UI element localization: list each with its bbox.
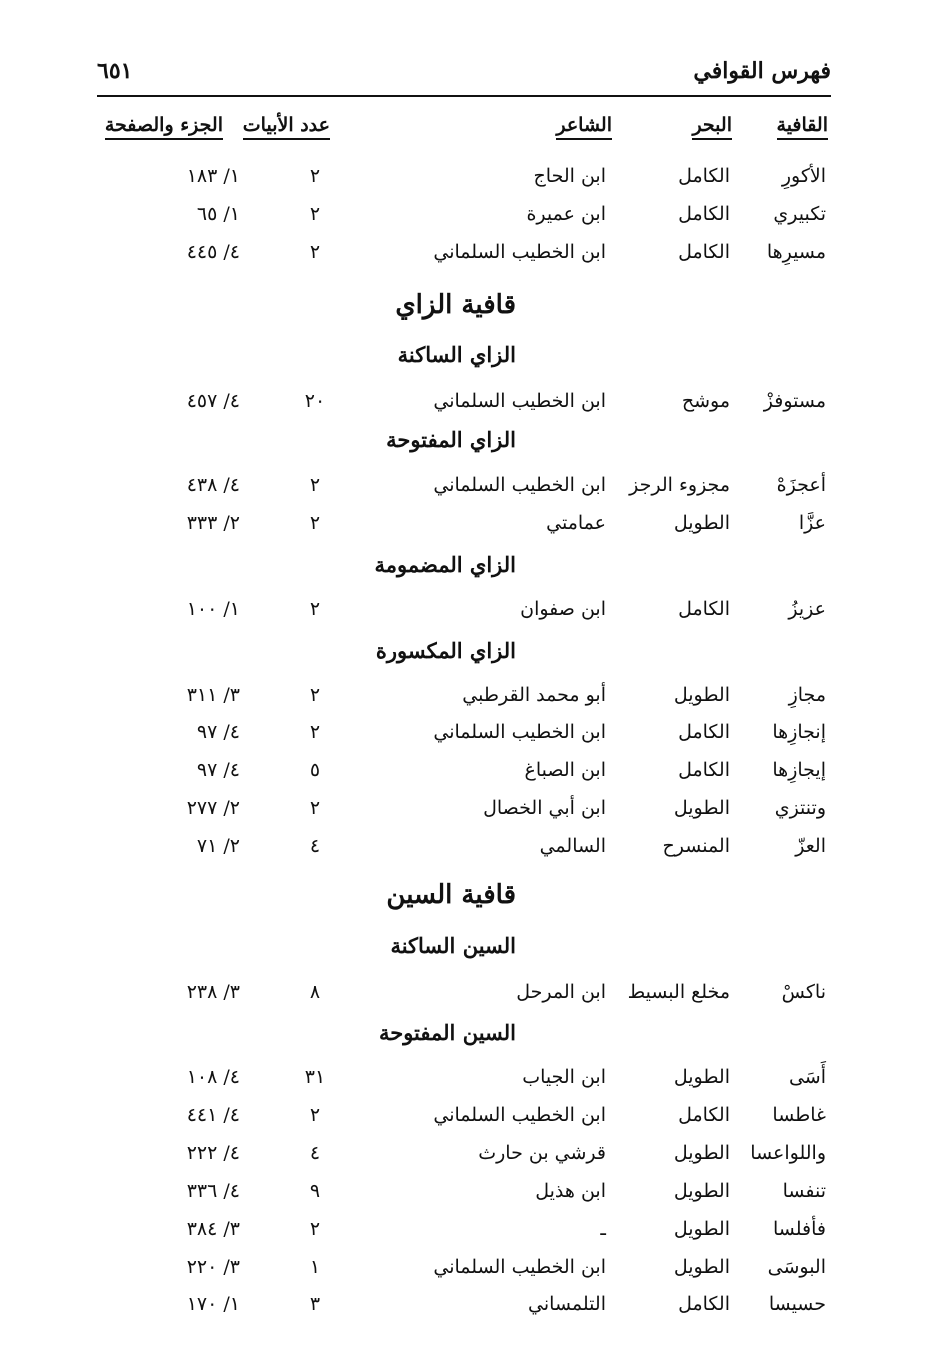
qafiya-cell: فأفلسا: [773, 1218, 826, 1240]
table-row: [0, 1104, 928, 1142]
shaer-cell: ابن هذيل: [535, 1180, 606, 1202]
qafiya-cell: مسيرِها: [766, 241, 826, 263]
qafiya-cell: حسيسا: [768, 1293, 826, 1315]
bahr-cell: الطويل: [673, 1066, 730, 1088]
abyat-cell: ٢: [309, 165, 321, 187]
abyat-cell: ٢: [309, 721, 321, 743]
abyat-cell: ٢: [309, 512, 321, 534]
shaer-cell: ابن الصباغ: [524, 759, 606, 781]
column-header-abyat: عدد الأبيات: [243, 114, 330, 140]
shaer-cell: ابن عميرة: [526, 203, 606, 225]
abyat-cell: ٤: [309, 1142, 321, 1164]
table-row: [0, 684, 928, 722]
shaer-cell: ابن الخطيب السلماني: [433, 390, 606, 412]
abyat-cell: ٢: [309, 474, 321, 496]
qafiya-cell: إنجازِها: [772, 721, 826, 743]
juz-cell: ١/ ١٠٠: [186, 598, 240, 620]
abyat-cell: ٢: [309, 1104, 321, 1126]
qafiya-cell: تكبيري: [773, 203, 826, 225]
table-row: [0, 759, 928, 797]
shaer-cell: ابن الخطيب السلماني: [433, 1256, 606, 1278]
abyat-cell: ٢: [309, 241, 321, 263]
bahr-cell: موشح: [681, 390, 730, 412]
table-row: [0, 835, 928, 873]
juz-cell: ٤/ ٤٤١: [186, 1104, 240, 1126]
table-row: [0, 1256, 928, 1294]
subsection-title-sin-maftuha: السين المفتوحة: [378, 1020, 516, 1045]
table-row: [0, 474, 928, 512]
subsection-title-zay-madmuma: الزاي المضمومة: [374, 552, 516, 577]
juz-cell: ٤/ ١٠٨: [186, 1066, 240, 1088]
abyat-cell: ٢: [309, 1218, 321, 1240]
juz-cell: ٤/ ٤٤٥: [186, 241, 240, 263]
bahr-cell: الكامل: [678, 203, 730, 225]
table-row: [0, 390, 928, 428]
shaer-cell: ـ: [600, 1218, 606, 1240]
shaer-cell: ابن المرحل: [516, 981, 606, 1003]
bahr-cell: الكامل: [678, 241, 730, 263]
table-row: [0, 1066, 928, 1104]
qafiya-cell: غاطسا: [772, 1104, 826, 1126]
bahr-cell: مخلع البسيط: [627, 981, 730, 1003]
column-header-qafiya: القافية: [777, 114, 828, 140]
bahr-cell: الطويل: [673, 684, 730, 706]
juz-cell: ١/ ١٨٣: [186, 165, 240, 187]
bahr-cell: الطويل: [673, 1180, 730, 1202]
bahr-cell: الكامل: [678, 1293, 730, 1315]
juz-cell: ١/ ١٧٠: [186, 1293, 240, 1315]
juz-cell: ١/ ٦٥: [196, 203, 240, 225]
qafiya-cell: تنفسا: [782, 1180, 826, 1202]
qafiya-cell: وتنتزي: [774, 797, 826, 819]
abyat-cell: ١: [309, 1256, 321, 1278]
shaer-cell: التلمساني: [528, 1293, 606, 1315]
juz-cell: ٤/ ٣٣٦: [186, 1180, 240, 1202]
abyat-cell: ٣١: [304, 1066, 326, 1088]
running-header-title: فهرس القوافي: [693, 58, 831, 84]
shaer-cell: ابن الخطيب السلماني: [433, 474, 606, 496]
qafiya-cell: إيجازِها: [772, 759, 826, 781]
bahr-cell: الطويل: [673, 1142, 730, 1164]
table-row: [0, 1180, 928, 1218]
subsection-title-zay-maftuha: الزاي المفتوحة: [386, 427, 516, 452]
bahr-cell: الكامل: [678, 165, 730, 187]
subsection-title-zay-maksura: الزاي المكسورة: [375, 638, 516, 663]
bahr-cell: الطويل: [673, 797, 730, 819]
bahr-cell: الطويل: [673, 1218, 730, 1240]
column-header-bahr: البحر: [692, 114, 732, 140]
qafiya-cell: الأكورِ: [781, 165, 826, 187]
abyat-cell: ٨: [309, 981, 321, 1003]
shaer-cell: قرشي بن حارث: [478, 1142, 606, 1164]
subsection-title-zay-sakina: الزاي الساكنة: [397, 342, 516, 367]
bahr-cell: الكامل: [678, 1104, 730, 1126]
bahr-cell: الطويل: [673, 512, 730, 534]
table-row: [0, 165, 928, 203]
abyat-cell: ٩: [309, 1180, 321, 1202]
juz-cell: ٢/ ٧١: [196, 835, 240, 857]
juz-cell: ٢/ ٢٧٧: [186, 797, 240, 819]
qafiya-cell: مستوفزْ: [763, 390, 826, 412]
subsection-title-sin-sakina: السين الساكنة: [390, 933, 516, 958]
shaer-cell: السالمي: [539, 835, 606, 857]
juz-cell: ٣/ ٣٨٤: [186, 1218, 240, 1240]
qafiya-cell: عزيزُ: [788, 598, 826, 620]
bahr-cell: المنسرح: [662, 835, 730, 857]
shaer-cell: ابن صفوان: [520, 598, 606, 620]
juz-cell: ٤/ ٤٥٧: [186, 390, 240, 412]
table-row: [0, 203, 928, 241]
abyat-cell: ٢: [309, 797, 321, 819]
section-title-sin: قافية السين: [386, 880, 516, 910]
abyat-cell: ٢: [309, 684, 321, 706]
section-title-zay: قافية الزاي: [395, 290, 516, 320]
qafiya-cell: واللواعسا: [750, 1142, 826, 1164]
abyat-cell: ٢: [309, 203, 321, 225]
bahr-cell: الطويل: [673, 1256, 730, 1278]
abyat-cell: ٢٠: [304, 390, 326, 412]
qafiya-cell: البوسَى: [767, 1256, 826, 1278]
qafiya-cell: أَسَى: [788, 1066, 826, 1088]
shaer-cell: عمامتي: [546, 512, 606, 534]
header-rule: [97, 95, 831, 97]
qafiya-cell: أعجزَهْ: [776, 474, 826, 496]
table-row: [0, 598, 928, 636]
column-header-juz: الجزء والصفحة: [105, 114, 223, 140]
abyat-cell: ٤: [309, 835, 321, 857]
bahr-cell: الكامل: [678, 721, 730, 743]
juz-cell: ٤/ ٢٢٢: [186, 1142, 240, 1164]
shaer-cell: ابن الحاج: [533, 165, 606, 187]
shaer-cell: ابن أبي الخصال: [483, 797, 606, 819]
shaer-cell: ابن الخطيب السلماني: [433, 1104, 606, 1126]
juz-cell: ٤/ ٩٧: [196, 759, 240, 781]
qafiya-cell: ناكسْ: [781, 981, 826, 1003]
qafiya-cell: مجازِ: [788, 684, 826, 706]
juz-cell: ٤/ ٩٧: [196, 721, 240, 743]
abyat-cell: ٢: [309, 598, 321, 620]
shaer-cell: أبو محمد القرطبي: [462, 684, 606, 706]
table-row: [0, 721, 928, 759]
abyat-cell: ٣: [309, 1293, 321, 1315]
bahr-cell: الكامل: [678, 759, 730, 781]
bahr-cell: مجزوء الرجز: [629, 474, 730, 496]
table-row: [0, 1218, 928, 1256]
column-header-shaer: الشاعر: [556, 114, 612, 140]
qafiya-cell: عزَّا: [798, 512, 826, 534]
shaer-cell: ابن الخطيب السلماني: [433, 721, 606, 743]
juz-cell: ٣/ ٣١١: [186, 684, 240, 706]
shaer-cell: ابن الجياب: [522, 1066, 606, 1088]
juz-cell: ٣/ ٢٣٨: [186, 981, 240, 1003]
table-row: [0, 1293, 928, 1331]
juz-cell: ٤/ ٤٣٨: [186, 474, 240, 496]
table-row: [0, 512, 928, 550]
table-row: [0, 1142, 928, 1180]
table-row: [0, 797, 928, 835]
table-row: [0, 981, 928, 1019]
shaer-cell: ابن الخطيب السلماني: [433, 241, 606, 263]
juz-cell: ٢/ ٣٣٣: [186, 512, 240, 534]
table-row: [0, 241, 928, 279]
qafiya-cell: العزّ: [795, 835, 826, 857]
bahr-cell: الكامل: [678, 598, 730, 620]
page-number: ٦٥١: [97, 58, 133, 84]
abyat-cell: ٥: [309, 759, 321, 781]
juz-cell: ٣/ ٢٢٠: [186, 1256, 240, 1278]
